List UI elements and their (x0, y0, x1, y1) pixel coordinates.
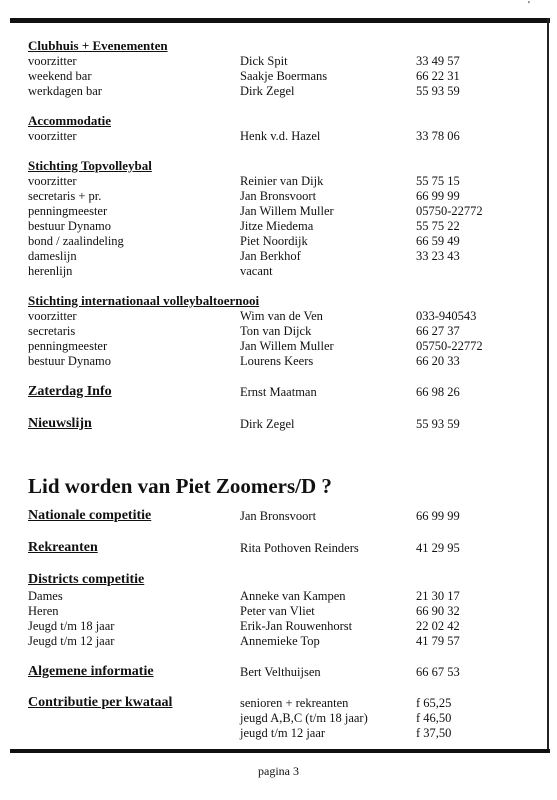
nieuwslijn-row (28, 415, 538, 433)
list-item (28, 604, 538, 619)
nationale-competitie-row (28, 507, 538, 525)
list-item (28, 174, 538, 189)
fee-amount: f 46,50 (416, 711, 452, 725)
role-label: bestuur Dynamo (28, 354, 111, 368)
fee-amount: f 37,50 (416, 726, 452, 740)
list-item (28, 219, 538, 234)
role-label: penningmeester (28, 204, 108, 218)
contact-name: Lourens Keers (240, 354, 314, 368)
list-item (28, 249, 538, 264)
list-item (28, 339, 538, 354)
phone-number: 66 90 32 (416, 604, 460, 618)
section-clubhuis (28, 38, 538, 99)
rekreanten-row (28, 539, 538, 557)
role-label: dameslijn (28, 249, 77, 263)
list-item (28, 234, 538, 249)
phone-number: 55 75 22 (416, 219, 460, 233)
phone-number: 55 93 59 (416, 84, 460, 98)
role-label: werkdagen bar (28, 84, 102, 98)
category-label: Jeugd t/m 18 jaar (28, 619, 115, 633)
contact-name: Rita Pothoven Reinders (240, 541, 359, 555)
role-label: voorzitter (28, 174, 77, 188)
section-heading: Stichting internationaal volleybaltoernooi (28, 293, 260, 308)
phone-number: 05750-22772 (416, 339, 483, 353)
bottom-rule (10, 749, 550, 753)
contact-name: Jan Berkhof (240, 249, 301, 263)
list-item (28, 324, 538, 339)
role-label: bond / zaalindeling (28, 234, 124, 248)
contact-name: Erik-Jan Rouwenhorst (240, 619, 353, 633)
phone-number: 66 27 37 (416, 324, 460, 338)
contact-name: Jitze Miedema (240, 219, 314, 233)
list-item (28, 695, 538, 711)
phone-number: 33 78 06 (416, 129, 460, 143)
phone-number: 66 98 26 (416, 385, 460, 399)
contact-name: Annemieke Top (240, 634, 320, 648)
list-item (28, 84, 538, 99)
contact-name: Bert Velthuijsen (240, 665, 321, 679)
list-item (28, 69, 538, 84)
phone-number: 22 02 42 (416, 619, 460, 633)
page-content (28, 38, 538, 741)
section-heading: Contributie per kwataal (28, 695, 173, 710)
contact-name: vacant (240, 264, 273, 278)
role-label: weekend bar (28, 69, 92, 83)
contact-name: Dirk Zegel (240, 417, 295, 431)
role-label: bestuur Dynamo (28, 219, 111, 233)
list-item (28, 264, 538, 279)
section-volleybaltoernooi (28, 293, 538, 369)
role-label: herenlijn (28, 264, 73, 278)
phone-number: 33 23 43 (416, 249, 460, 263)
list-item (28, 726, 538, 741)
fee-category: jeugd t/m 12 jaar (240, 726, 326, 740)
algemene-informatie-row (28, 663, 538, 681)
role-label: voorzitter (28, 54, 77, 68)
section-districts (28, 571, 538, 649)
section-heading: Rekreanten (28, 540, 98, 555)
list-item (28, 634, 538, 649)
page-number: pagina 3 (258, 764, 299, 778)
phone-number: 41 29 95 (416, 541, 460, 555)
role-label: penningmeester (28, 339, 108, 353)
corner-mark: ' (528, 0, 530, 11)
list-item (28, 619, 538, 634)
list-item (28, 711, 538, 726)
phone-number: 66 67 53 (416, 665, 460, 679)
right-rule (547, 18, 549, 753)
contact-name: Wim van de Ven (240, 309, 323, 323)
role-label: secretaris + pr. (28, 189, 102, 203)
section-heading: Nieuwslijn (28, 416, 92, 431)
category-label: Jeugd t/m 12 jaar (28, 634, 115, 648)
section-heading: Accommodatie (28, 113, 112, 128)
list-item (28, 129, 538, 144)
role-label: secretaris (28, 324, 76, 338)
phone-number: 55 93 59 (416, 417, 460, 431)
phone-number: 21 30 17 (416, 589, 460, 603)
section-heading: Zaterdag Info (28, 384, 112, 399)
phone-number: 66 20 33 (416, 354, 460, 368)
role-label: voorzitter (28, 129, 77, 143)
contact-name: Anneke van Kampen (240, 589, 346, 603)
role-label: voorzitter (28, 309, 77, 323)
list-item (28, 189, 538, 204)
list-item (28, 54, 538, 69)
phone-number: 05750-22772 (416, 204, 483, 218)
section-accommodatie (28, 113, 538, 144)
list-item (28, 589, 538, 604)
section-heading: Stichting Topvolleybal (28, 158, 152, 173)
contact-name: Jan Willem Muller (240, 204, 334, 218)
section-heading: Districts competitie (28, 572, 145, 587)
contact-name: Ernst Maatman (240, 385, 317, 399)
section-heading: Algemene informatie (28, 664, 154, 679)
top-rule (10, 18, 550, 23)
section-contributie (28, 695, 538, 741)
phone-number: 66 99 99 (416, 189, 460, 203)
phone-number: 55 75 15 (416, 174, 460, 188)
contact-name: Jan Willem Muller (240, 339, 334, 353)
fee-category: jeugd A,B,C (t/m 18 jaar) (240, 711, 368, 725)
contact-name: Dirk Zegel (240, 84, 295, 98)
contact-name: Jan Bronsvoort (240, 189, 317, 203)
phone-number: 66 99 99 (416, 509, 460, 523)
list-item (28, 204, 538, 219)
list-item (28, 354, 538, 369)
phone-number: 66 22 31 (416, 69, 460, 83)
phone-number: 033-940543 (416, 309, 477, 323)
section-topvolleybal (28, 158, 538, 279)
phone-number: 66 59 49 (416, 234, 460, 248)
page-title: Lid worden van Piet Zoomers/D ? (28, 474, 332, 498)
section-heading: Nationale competitie (28, 508, 152, 523)
contact-name: Peter van Vliet (240, 604, 315, 618)
contact-name: Reinier van Dijk (240, 174, 324, 188)
phone-number: 41 79 57 (416, 634, 460, 648)
category-label: Heren (28, 604, 59, 618)
contact-name: Henk v.d. Hazel (240, 129, 321, 143)
fee-amount: f 65,25 (416, 696, 452, 710)
contact-name: Jan Bronsvoort (240, 509, 317, 523)
contact-name: Saakje Boermans (240, 69, 328, 83)
contact-name: Ton van Dijck (240, 324, 312, 338)
contact-name: Piet Noordijk (240, 234, 308, 248)
category-label: Dames (28, 589, 63, 603)
phone-number: 33 49 57 (416, 54, 460, 68)
contact-name: Dick Spit (240, 54, 288, 68)
zaterdag-info-row (28, 383, 538, 401)
section-heading: Clubhuis + Evenementen (28, 38, 168, 53)
list-item (28, 309, 538, 324)
fee-category: senioren + rekreanten (240, 696, 349, 710)
